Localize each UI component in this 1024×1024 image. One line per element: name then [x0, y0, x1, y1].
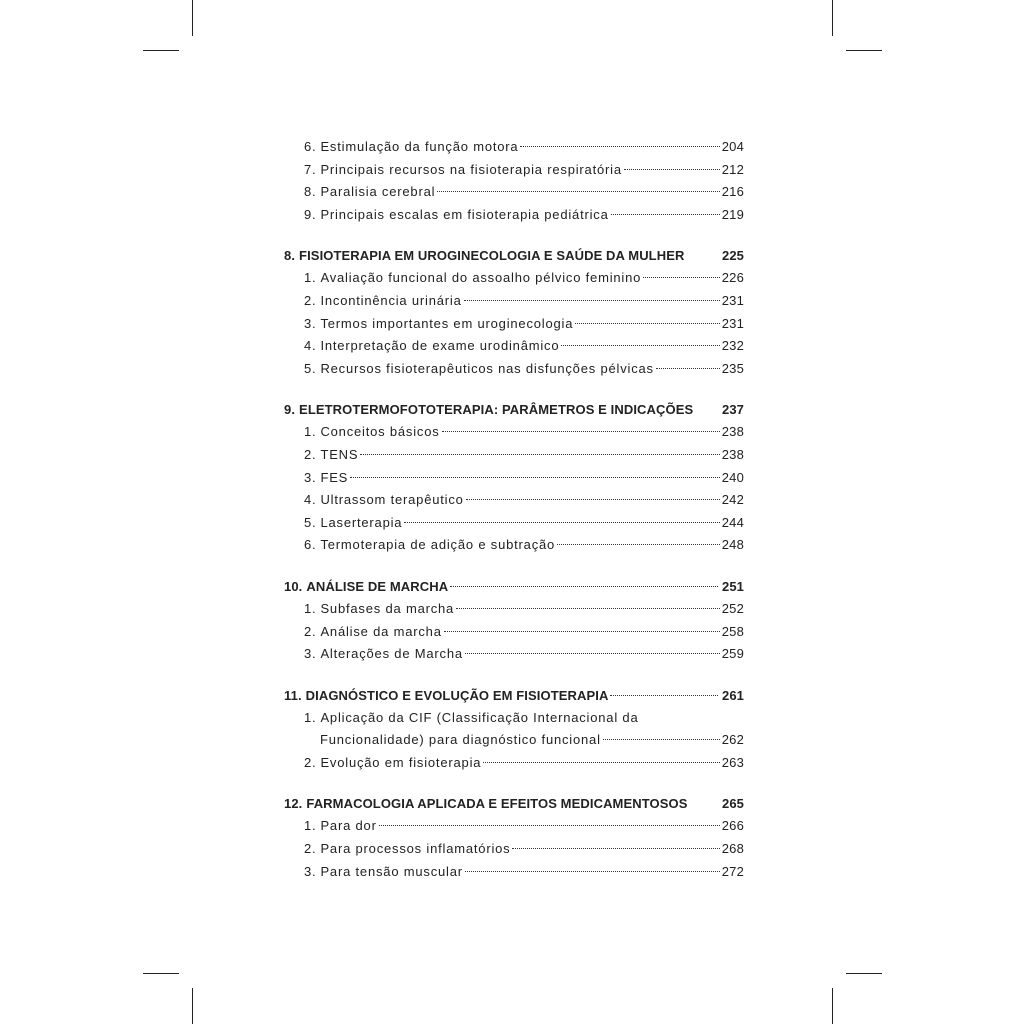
dot-leader [464, 300, 720, 301]
entry-title: Aplicação da CIF (Classificação Internacional da [320, 709, 639, 725]
section-title: ANÁLISE DE MARCHA [306, 578, 449, 594]
toc-entry: 3. FES 240 [284, 467, 744, 490]
section-title: DIAGNÓSTICO E EVOLUÇÃO EM FISIOTERAPIA [305, 687, 609, 703]
toc-entry: 4. Ultrassom terapêutico 242 [284, 489, 744, 512]
crop-mark [192, 0, 193, 36]
page-number: 263 [721, 754, 744, 770]
toc-entry: 2. Para processos inflamatórios 268 [284, 838, 744, 861]
page-number: 262 [721, 732, 744, 748]
toc-entry: 2. Evolução em fisioterapia 263 [284, 752, 744, 775]
page-number: 244 [721, 514, 744, 530]
entry-title: Laserterapia [320, 514, 403, 530]
page-number: 216 [721, 184, 744, 200]
page-number: 235 [721, 360, 744, 376]
entry-title: Funcionalidade) para diagnóstico funcional [320, 732, 601, 748]
page-number: 242 [721, 492, 744, 508]
section-heading: 11. DIAGNÓSTICO E EVOLUÇÃO EM FISIOTERAPIA 261 [284, 684, 744, 707]
page-number: 259 [721, 646, 744, 662]
toc-entry: 7. Principais recursos na fisioterapia respiratória 212 [284, 159, 744, 182]
toc-entry: 3. Para tensão muscular 272 [284, 861, 744, 884]
section-title: FISIOTERAPIA EM UROGINECOLOGIA E SAÚDE DA MULHER [299, 248, 685, 264]
toc-entry: 9. Principais escalas em fisioterapia pediátrica 219 [284, 204, 744, 227]
page-number: 231 [721, 292, 744, 308]
entry-title: Conceitos básicos [320, 424, 440, 440]
crop-mark [846, 973, 882, 974]
section-title: FARMACOLOGIA APLICADA E EFEITOS MEDICAMENTOSOS [306, 796, 688, 812]
toc-entry: 6. Estimulação da função motora 204 [284, 136, 744, 159]
crop-mark [143, 973, 179, 974]
dot-leader [561, 345, 719, 346]
dot-leader [465, 871, 720, 872]
toc-entry: 2. TENS 238 [284, 444, 744, 467]
entry-title: Termoterapia de adição e subtração [320, 537, 556, 553]
entry-title: Principais escalas em fisioterapia pediátrica [320, 206, 609, 222]
page-number: 268 [721, 841, 744, 857]
entry-title: Análise da marcha [320, 623, 442, 639]
page-number: 240 [721, 469, 744, 485]
section-heading: 10. ANÁLISE DE MARCHA 251 [284, 575, 744, 598]
page-number: 231 [721, 315, 744, 331]
entry-title: Principais recursos na fisioterapia respiratória [320, 161, 622, 177]
entry-title: Subfases da marcha [320, 600, 455, 616]
toc-entry: 2. Análise da marcha 258 [284, 621, 744, 644]
crop-mark [846, 50, 882, 51]
entry-title: Termos importantes em uroginecologia [320, 315, 574, 331]
toc-section [284, 398, 744, 557]
entry-title: Estimulação da função motora [320, 139, 519, 154]
toc-entry: 1. Avaliação funcional do assoalho pélvico feminino 226 [284, 267, 744, 290]
toc-entry: 5. Recursos fisioterapêuticos nas disfunções pélvicas 235 [284, 358, 744, 381]
toc-entry: 1. Conceitos básicos 238 [284, 421, 744, 444]
dot-leader [466, 499, 720, 500]
toc-section [284, 575, 744, 666]
dot-leader [442, 431, 720, 432]
toc-entry: 5. Laserterapia 244 [284, 512, 744, 535]
toc-entry: 3. Termos importantes em uroginecologia 231 [284, 313, 744, 336]
table-of-contents [284, 136, 744, 901]
dot-leader [456, 608, 720, 609]
page-number: 272 [721, 863, 744, 879]
dot-leader [465, 653, 720, 654]
entry-title: Para dor [320, 818, 377, 834]
toc-entry: 1. Para dor 266 [284, 815, 744, 838]
entry-title: FES [320, 469, 349, 485]
dot-leader [444, 631, 720, 632]
entry-title: Ultrassom terapêutico [320, 492, 464, 508]
toc-entry: 4. Interpretação de exame urodinâmico 232 [284, 335, 744, 358]
dot-leader [350, 477, 720, 478]
dot-leader [512, 848, 719, 849]
entry-title: TENS [320, 446, 359, 462]
page-number: 252 [721, 600, 744, 616]
crop-mark [832, 988, 833, 1024]
entry-title: Interpretação de exame urodinâmico [320, 338, 560, 354]
page-number: 204 [721, 139, 744, 154]
dot-leader [379, 825, 720, 826]
crop-mark [143, 50, 179, 51]
entry-title: Alterações de Marcha [320, 646, 463, 662]
page-number: 212 [721, 161, 744, 177]
page-number: 225 [722, 248, 744, 264]
dot-leader [603, 739, 720, 740]
section-title: ELETROTERMOFOTOTERAPIA: PARÂMETROS E INDICAÇÕES [299, 402, 694, 418]
dot-leader [483, 762, 719, 763]
toc-group-continued [284, 136, 744, 226]
dot-leader [520, 146, 719, 147]
toc-entry: 2. Incontinência urinária 231 [284, 290, 744, 313]
dot-leader [575, 323, 719, 324]
entry-title: Para processos inflamatórios [320, 841, 511, 857]
toc-entry: 8. Paralisia cerebral 216 [284, 181, 744, 204]
page-number: 238 [721, 446, 744, 462]
page-number: 238 [721, 424, 744, 440]
entry-title: Incontinência urinária [320, 292, 462, 308]
dot-leader [450, 586, 718, 587]
dot-leader [437, 191, 719, 192]
crop-mark [192, 988, 193, 1024]
dot-leader [557, 544, 720, 545]
toc-entry-continuation [284, 729, 744, 752]
toc-section [284, 792, 744, 883]
page-number: 226 [721, 270, 744, 286]
dot-leader [643, 277, 720, 278]
page-number: 265 [722, 796, 744, 812]
entry-title: Evolução em fisioterapia [320, 754, 482, 770]
page-number: 232 [721, 338, 744, 354]
page-number: 248 [721, 537, 744, 553]
crop-mark [832, 0, 833, 36]
entry-title: Recursos fisioterapêuticos nas disfunções pélvicas [320, 360, 654, 376]
entry-title: Paralisia cerebral [320, 184, 436, 200]
toc-entry: 1. Subfases da marcha 252 [284, 598, 744, 621]
section-heading: 12. FARMACOLOGIA APLICADA E EFEITOS MEDICAMENTOSOS 265 [284, 792, 744, 815]
dot-leader [610, 695, 718, 696]
dot-leader [360, 454, 719, 455]
toc-section [284, 684, 744, 775]
page-number: 258 [721, 623, 744, 639]
dot-leader [656, 368, 720, 369]
toc-entry: 6. Termoterapia de adição e subtração 248 [284, 534, 744, 557]
entry-title: Para tensão muscular [320, 863, 463, 879]
toc-section [284, 244, 744, 380]
dot-leader [404, 522, 719, 523]
page-number: 237 [722, 402, 744, 418]
dot-leader [611, 214, 720, 215]
page-number: 219 [721, 206, 744, 222]
toc-entry: 1. Aplicação da CIF (Classificação Internacional da [284, 707, 744, 730]
page-number: 251 [722, 578, 744, 594]
dot-leader [624, 169, 720, 170]
section-heading: 8. FISIOTERAPIA EM UROGINECOLOGIA E SAÚDE DA MULHER 225 [284, 244, 744, 267]
section-heading: 9. ELETROTERMOFOTOTERAPIA: PARÂMETROS E INDICAÇÕES 237 [284, 398, 744, 421]
toc-entry: 3. Alterações de Marcha 259 [284, 643, 744, 666]
entry-title: Avaliação funcional do assoalho pélvico feminino [320, 270, 642, 286]
page-number: 266 [721, 818, 744, 834]
page-number: 261 [722, 687, 744, 703]
